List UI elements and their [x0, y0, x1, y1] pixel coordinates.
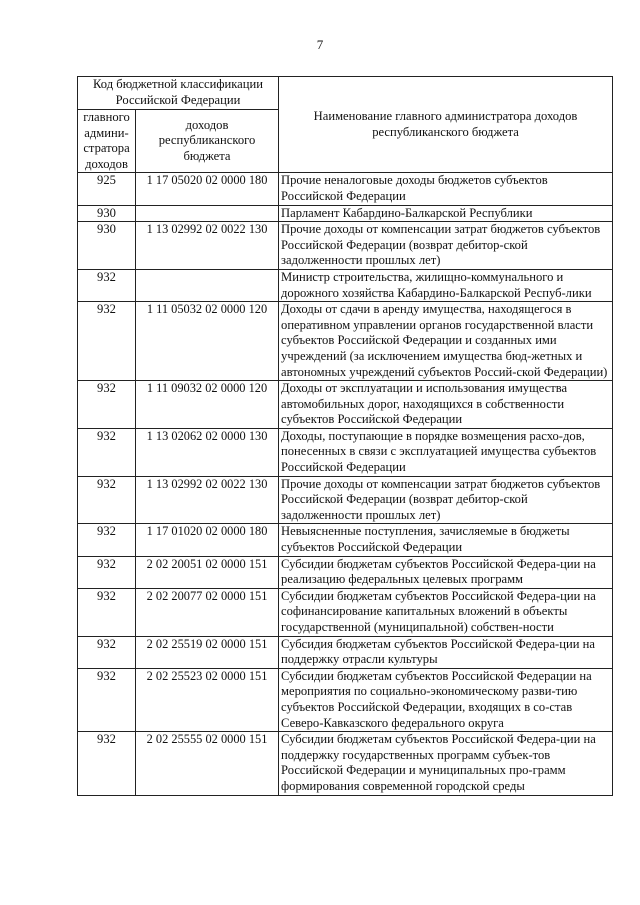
admin-code-cell: 932	[78, 269, 136, 301]
table-row	[78, 732, 613, 795]
income-name-cell: Субсидии бюджетам субъектов Российской Федера-ции на реализацию федеральных целевых программ	[279, 556, 613, 588]
table-row	[78, 173, 613, 205]
income-code-cell: 1 13 02062 02 0000 130	[136, 428, 279, 476]
income-code-cell: 2 02 20051 02 0000 151	[136, 556, 279, 588]
header-code-group: Код бюджетной классификации Российской Федерации	[78, 77, 279, 110]
header-admin-column: главного админи-стратора доходов	[78, 110, 136, 173]
income-name-cell: Прочие доходы от компенсации затрат бюджетов субъектов Российской Федерации (возврат дебитор-ской задолженности прошлых лет)	[279, 222, 613, 270]
income-code-cell	[136, 269, 279, 301]
income-code-cell: 1 17 01020 02 0000 180	[136, 524, 279, 556]
admin-code-cell: 932	[78, 732, 136, 795]
table-row	[78, 636, 613, 668]
income-code-cell	[136, 205, 279, 222]
admin-code-cell: 930	[78, 205, 136, 222]
table-header	[78, 77, 613, 173]
admin-code-cell: 932	[78, 636, 136, 668]
header-name-column: Наименование главного администратора доходов республиканского бюджета	[279, 77, 613, 173]
income-code-cell: 1 11 09032 02 0000 120	[136, 381, 279, 429]
table-row	[78, 524, 613, 556]
income-code-cell: 2 02 25555 02 0000 151	[136, 732, 279, 795]
income-name-cell: Невыясненные поступления, зачисляемые в бюджеты субъектов Российской Федерации	[279, 524, 613, 556]
table-row	[78, 476, 613, 524]
admin-code-cell: 932	[78, 476, 136, 524]
income-name-cell: Прочие неналоговые доходы бюджетов субъектов Российской Федерации	[279, 173, 613, 205]
income-code-cell: 2 02 20077 02 0000 151	[136, 588, 279, 636]
admin-code-cell: 932	[78, 302, 136, 381]
table-row	[78, 381, 613, 429]
income-code-cell: 2 02 25523 02 0000 151	[136, 668, 279, 731]
income-name-cell: Доходы от сдачи в аренду имущества, находящегося в оперативном управлении органов государственной власти субъектов Российской Федерации и созданных ими учреждений (за исключением имущества бюд-жетных и автономных учреждений субъектов Россий-ской Федерации)	[279, 302, 613, 381]
admin-code-cell: 932	[78, 588, 136, 636]
table-row	[78, 428, 613, 476]
budget-classification-table	[77, 76, 613, 796]
income-name-cell: Субсидии бюджетам субъектов Российской Федерации на мероприятия по социально-экономическому разви-тию субъектов Российской Федерации, входящих в со-став Северо-Кавказского федерального округа	[279, 668, 613, 731]
income-code-cell: 1 13 02992 02 0022 130	[136, 222, 279, 270]
table-row	[78, 668, 613, 731]
admin-code-cell: 925	[78, 173, 136, 205]
table-row	[78, 556, 613, 588]
income-name-cell: Парламент Кабардино-Балкарской Республики	[279, 205, 613, 222]
admin-code-cell: 932	[78, 428, 136, 476]
income-code-cell: 1 17 05020 02 0000 180	[136, 173, 279, 205]
table-row	[78, 205, 613, 222]
income-name-cell: Министр строительства, жилищно-коммунального и дорожного хозяйства Кабардино-Балкарской Респуб-лики	[279, 269, 613, 301]
admin-code-cell: 932	[78, 668, 136, 731]
admin-code-cell: 932	[78, 381, 136, 429]
table-row	[78, 588, 613, 636]
income-code-cell: 2 02 25519 02 0000 151	[136, 636, 279, 668]
income-code-cell: 1 11 05032 02 0000 120	[136, 302, 279, 381]
income-name-cell: Субсидии бюджетам субъектов Российской Федера-ции на софинансирование капитальных вложений в объекты государственной (муниципальной) собствен-ности	[279, 588, 613, 636]
income-name-cell: Субсидия бюджетам субъектов Российской Федера-ции на поддержку отрасли культуры	[279, 636, 613, 668]
table-row	[78, 269, 613, 301]
income-name-cell: Прочие доходы от компенсации затрат бюджетов субъектов Российской Федерации (возврат дебитор-ской задолженности прошлых лет)	[279, 476, 613, 524]
table-row	[78, 222, 613, 270]
income-code-cell: 1 13 02992 02 0022 130	[136, 476, 279, 524]
header-income-column: доходов республиканского бюджета	[136, 110, 279, 173]
table-body	[78, 173, 613, 795]
admin-code-cell: 932	[78, 524, 136, 556]
page-number: 7	[316, 37, 324, 52]
income-name-cell: Доходы от эксплуатации и использования имущества автомобильных дорог, находящихся в собственности субъектов Российской Федерации	[279, 381, 613, 429]
admin-code-cell: 932	[78, 556, 136, 588]
income-name-cell: Субсидии бюджетам субъектов Российской Федера-ции на поддержку государственных программ субъек-тов Российской Федерации и муниципальных про-грамм формирования современной городской среды	[279, 732, 613, 795]
table-row	[78, 302, 613, 381]
admin-code-cell: 930	[78, 222, 136, 270]
income-name-cell: Доходы, поступающие в порядке возмещения расхо-дов, понесенных в связи с эксплуатацией имущества субъектов Российской Федерации	[279, 428, 613, 476]
